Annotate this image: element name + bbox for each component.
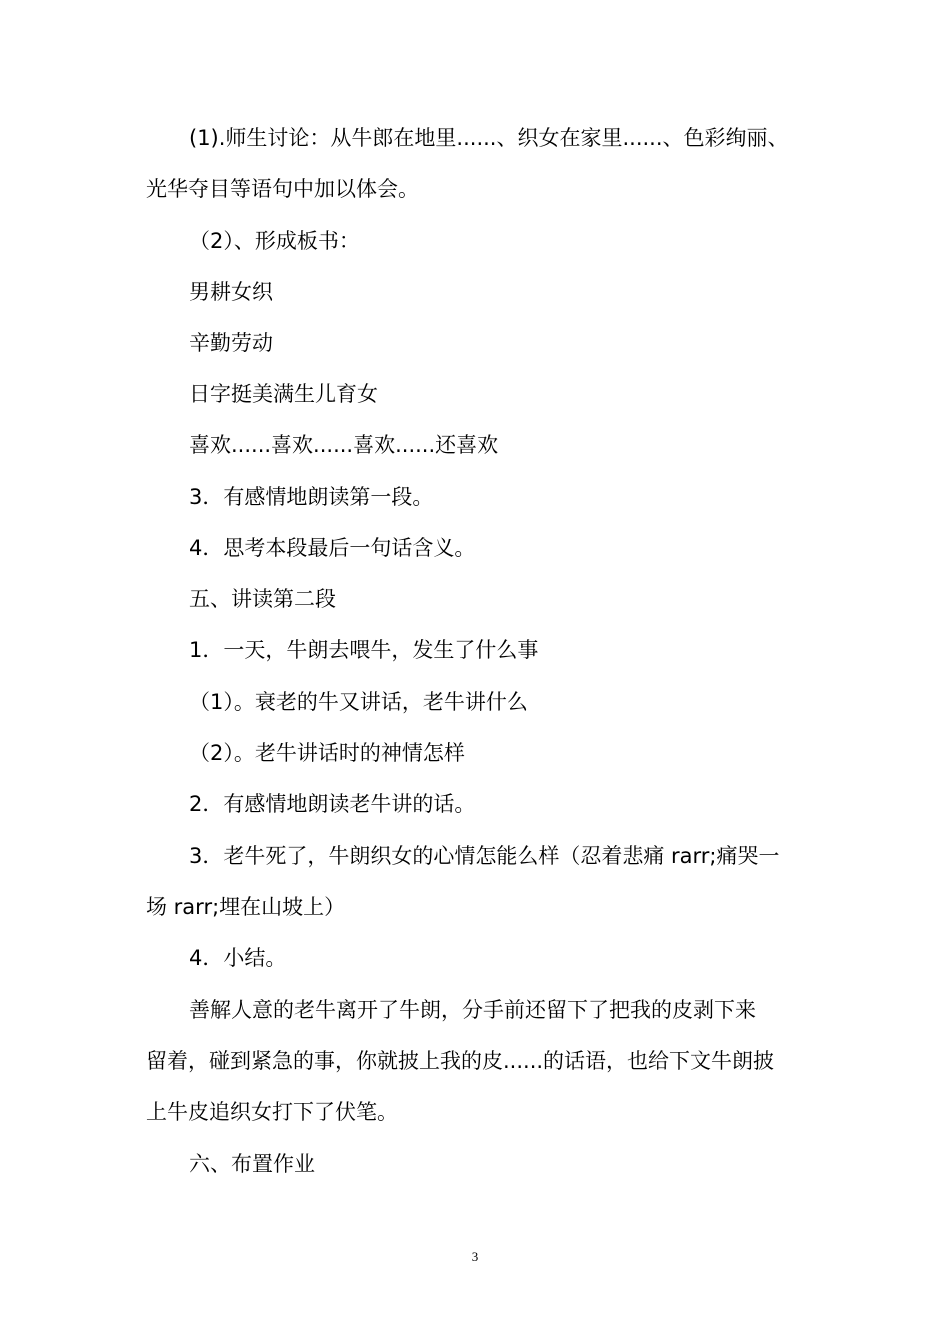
- sub-question-1: （1）。衰老的牛又讲话，老牛讲什么: [189, 690, 528, 714]
- step-read-first-paragraph: 3．有感情地朗读第一段。: [189, 485, 434, 509]
- section-heading-five: 五、讲读第二段: [189, 587, 336, 611]
- blackboard-item-1: 男耕女织: [189, 280, 273, 304]
- question-3-line-1: 3．老牛死了，牛朗织女的心情怎能么样（忍着悲痛 rarr;痛哭一: [189, 844, 780, 868]
- summary-paragraph-line-2: 留着，碰到紧急的事，你就披上我的皮......的话语，也给下文牛朗披: [146, 1049, 775, 1073]
- blackboard-item-2: 辛勤劳动: [189, 331, 273, 355]
- question-2: 2．有感情地朗读老牛讲的话。: [189, 792, 476, 816]
- blackboard-item-3: 日字挺美满生儿育女: [189, 382, 378, 406]
- summary-heading: 4．小结。: [189, 946, 287, 970]
- question-1: 1．一天，牛朗去喂牛，发生了什么事: [189, 638, 539, 662]
- section-heading-six: 六、布置作业: [189, 1152, 315, 1176]
- question-3-line-2: 场 rarr;埋在山坡上）: [146, 895, 346, 919]
- paragraph-discussion-line-2: 光华夺目等语句中加以体会。: [146, 177, 419, 201]
- summary-paragraph-line-3: 上牛皮追织女打下了伏笔。: [146, 1100, 398, 1124]
- step-think-meaning: 4．思考本段最后一句话含义。: [189, 536, 476, 560]
- blackboard-heading: （2）、形成板书：: [189, 229, 360, 253]
- page-number: 3: [471, 1249, 479, 1264]
- sub-question-2: （2）。老牛讲话时的神情怎样: [189, 741, 465, 765]
- blackboard-item-4: 喜欢......喜欢......喜欢......还喜欢: [189, 433, 499, 457]
- summary-paragraph-line-1: 善解人意的老牛离开了牛朗，分手前还留下了把我的皮剥下来: [189, 998, 756, 1022]
- paragraph-discussion-line-1: (1).师生讨论：从牛郎在地里......、织女在家里......、色彩绚丽、: [189, 126, 789, 150]
